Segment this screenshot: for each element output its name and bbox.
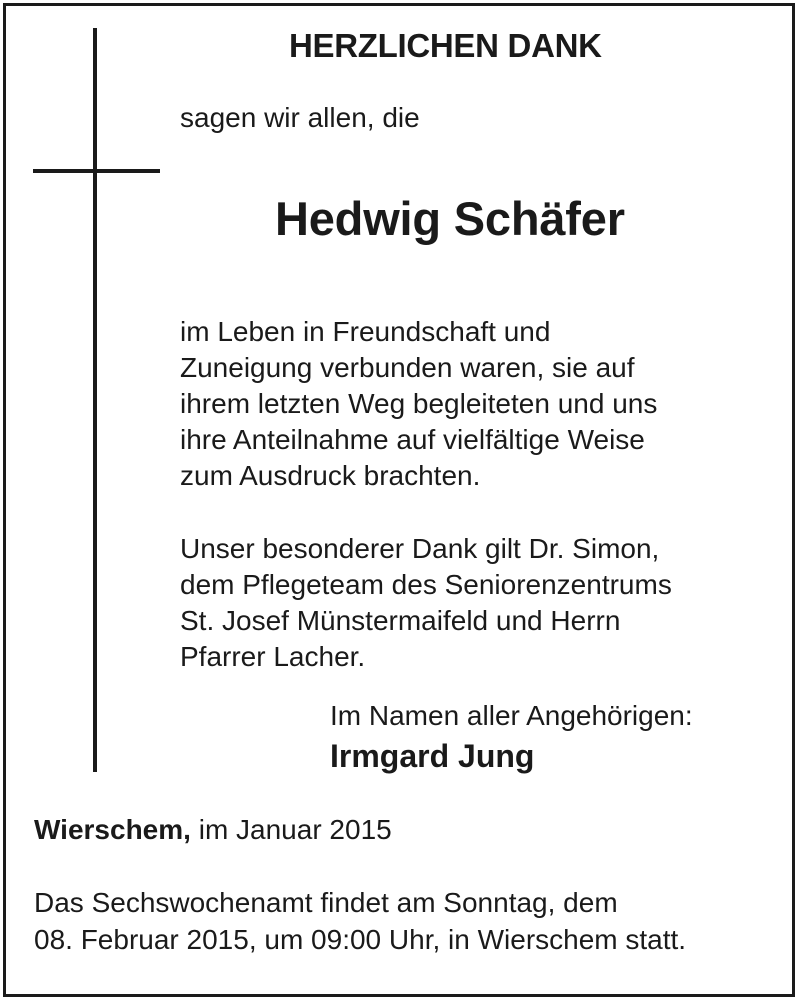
special-thanks-line: Unser besonderer Dank gilt Dr. Simon, bbox=[180, 533, 660, 564]
on-behalf-line: Im Namen aller Angehörigen: bbox=[330, 700, 693, 731]
date-text: im Januar 2015 bbox=[190, 814, 392, 845]
special-thanks-line: Pfarrer Lacher. bbox=[180, 641, 366, 672]
notice-border bbox=[3, 3, 795, 997]
service-announcement bbox=[34, 884, 686, 958]
thanks-line: zum Ausdruck brachten. bbox=[180, 460, 481, 491]
place-date-line bbox=[34, 814, 392, 846]
signer-name: Irmgard Jung bbox=[330, 738, 535, 774]
notice-heading: HERZLICHEN DANK bbox=[289, 27, 602, 64]
special-thanks-line: St. Josef Münstermaifeld und Herrn bbox=[180, 605, 621, 636]
thanks-paragraph bbox=[180, 314, 657, 494]
thanks-line: im Leben in Freundschaft und bbox=[180, 316, 551, 347]
cross-icon-vertical-bar bbox=[93, 28, 97, 772]
intro-line: sagen wir allen, die bbox=[180, 102, 420, 133]
service-line: Das Sechswochenamt findet am Sonntag, dem bbox=[34, 887, 618, 918]
thanks-line: ihre Anteilnahme auf vielfältige Weise bbox=[180, 424, 645, 455]
cross-icon-horizontal-bar bbox=[33, 169, 160, 173]
thanks-line: ihrem letzten Weg begleiteten und uns bbox=[180, 388, 658, 419]
deceased-name: Hedwig Schäfer bbox=[275, 192, 625, 245]
service-line: 08. Februar 2015, um 09:00 Uhr, in Wierschem statt. bbox=[34, 924, 687, 955]
special-thanks-line: dem Pflegeteam des Seniorenzentrums bbox=[180, 569, 672, 600]
thanks-line: Zuneigung verbunden waren, sie auf bbox=[180, 352, 635, 383]
place-name: Wierschem, bbox=[34, 814, 191, 845]
special-thanks-paragraph bbox=[180, 531, 672, 675]
